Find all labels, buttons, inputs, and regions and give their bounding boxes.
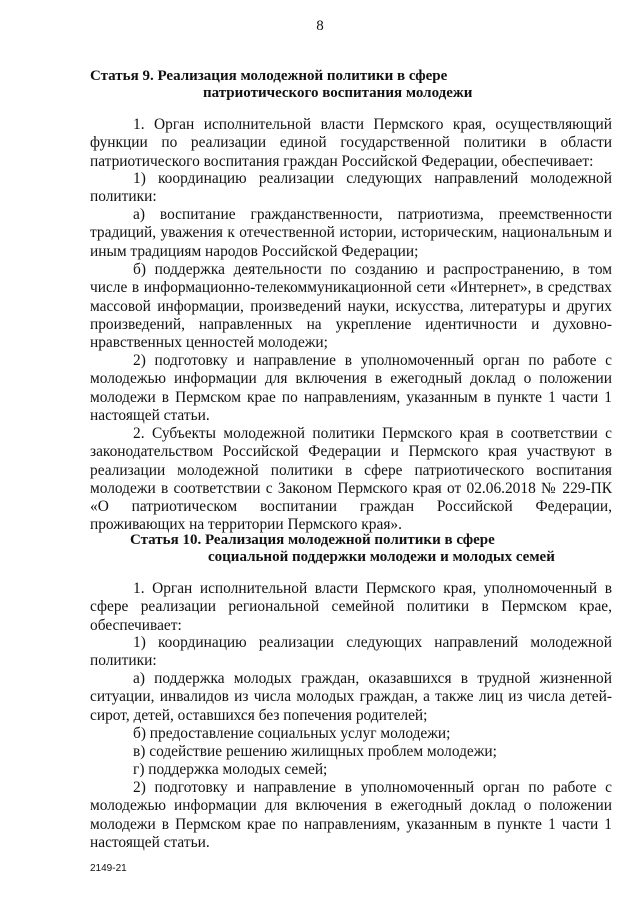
article-10-paragraph: г) поддержка молодых семей; bbox=[133, 761, 328, 778]
article-10-paragraph: б) предоставление социальных услуг молодежи; bbox=[133, 725, 451, 742]
article-10-title-line2: социальной поддержки молодежи и молодых семей bbox=[208, 549, 555, 565]
article-10-paragraph: 1. Орган исполнительной власти Пермского края, уполномоченный в сфере реализации региональной семейной политики в Пермском крае, обеспечивает: bbox=[90, 580, 612, 634]
document-code: 2149-21 bbox=[90, 863, 127, 874]
article-9-paragraph: 1) координацию реализации следующих направлений молодежной политики: bbox=[90, 170, 612, 206]
article-9-paragraph: 2. Субъекты молодежной политики Пермского края в соответствии с законодательством Российской Федерации и Пермского края участвуют в реализации молодежной политики в сфере патриотического воспитания молодежи в соответствии с Законом Пермского края от 02.06.2018 № 229-ПК «О патриотическом воспитании граждан Российской Федерации, проживающих на территории Пермского края». bbox=[90, 425, 612, 534]
article-9-title bbox=[90, 68, 612, 102]
article-9-title-line1: Статья 9. Реализация молодежной политики в сфере bbox=[90, 68, 448, 84]
article-10-paragraph: в) содействие решению жилищных проблем молодежи; bbox=[133, 743, 497, 760]
article-10-title bbox=[130, 532, 612, 566]
article-9-paragraph: 1. Орган исполнительной власти Пермского края, осуществляющий функции по реализации единой государственной политики в области патриотического воспитания граждан Российской Федерации, обеспечивает: bbox=[90, 116, 612, 170]
article-9-paragraph: а) воспитание гражданственности, патриотизма, преемственности традиций, уважения к отечественной истории, историческим, национальным и иным традициям народов Российской Федерации; bbox=[90, 206, 612, 260]
article-9-title-line2: патриотического воспитания молодежи bbox=[203, 85, 473, 101]
article-10-title-line1: Статья 10. Реализация молодежной политики в сфере bbox=[130, 532, 495, 548]
article-9-paragraph: 2) подготовку и направление в уполномоченный орган по работе с молодежью информации для включения в ежегодный доклад о положении молодежи в Пермском крае по направлениям, указанным в пункте 1 части 1 настоящей статьи. bbox=[90, 352, 612, 424]
page-number: 8 bbox=[316, 18, 324, 34]
article-10-paragraph: а) поддержка молодых граждан, оказавшихся в трудной жизненной ситуации, инвалидов из числа молодых граждан, а также лиц из числа детей-сирот, детей, оставшихся без попечения родителей; bbox=[90, 670, 612, 724]
article-10-paragraph: 1) координацию реализации следующих направлений молодежной политики: bbox=[90, 634, 612, 670]
article-9-paragraph: б) поддержка деятельности по созданию и распространению, в том числе в информационно-телекоммуникационной сети «Интернет», в средствах массовой информации, произведений науки, искусства, литературы и других произведений, направленных на укрепление идентичности и духовно-нравственных ценностей молодежи; bbox=[90, 261, 612, 352]
article-10-paragraph: 2) подготовку и направление в уполномоченный орган по работе с молодежью информации для включения в ежегодный доклад о положении молодежи в Пермском крае по направлениям, указанным в пункте 1 части 1 настоящей статьи. bbox=[90, 779, 612, 851]
